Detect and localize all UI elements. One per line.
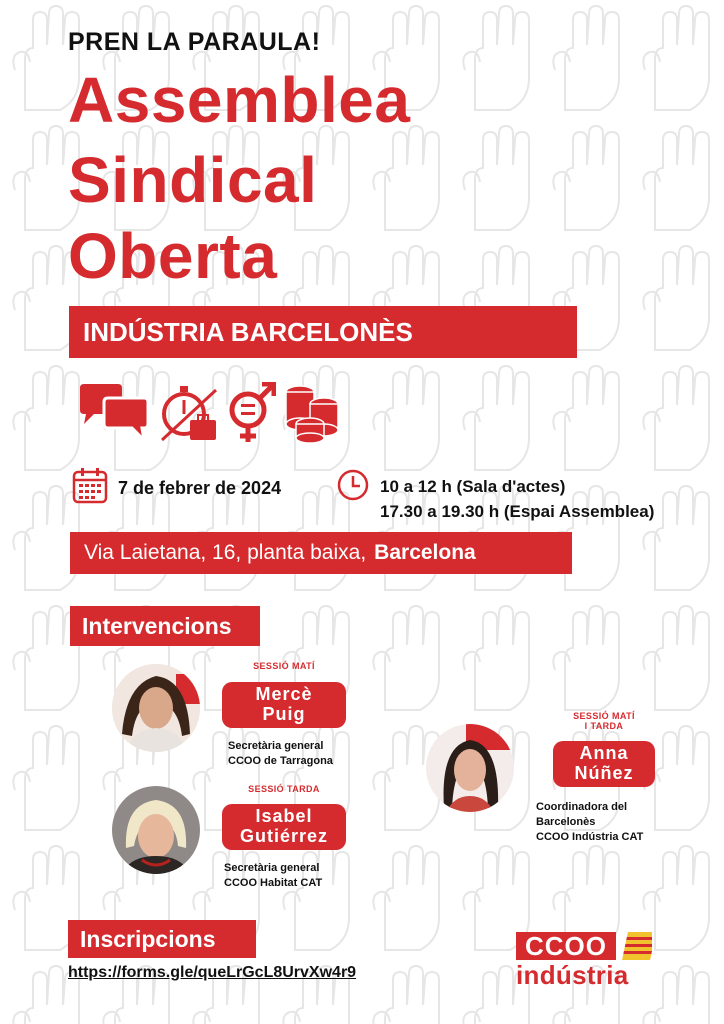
speaker-name-3-first: Anna (579, 743, 629, 763)
speaker-role-1-line1: Secretària general (228, 740, 324, 752)
speaker-name-2-last: Gutiérrez (239, 826, 329, 846)
registration-link[interactable]: https://forms.gle/queLrGcL8UrvXw4r9 (68, 964, 357, 981)
speaker-name-1-first: Mercè (255, 684, 313, 704)
session-label-1: SESSIÓ MATÍ (253, 661, 315, 671)
logo-industria-text: indústria (516, 960, 629, 990)
title-line-1: Assemblea (68, 64, 411, 136)
interventions-heading: Intervencions (70, 606, 260, 646)
speaker-role-2 (224, 861, 322, 891)
speaker-name-tag-1 (222, 682, 346, 728)
clock-icon (336, 468, 370, 502)
speaker-name-3-last: Núñez (574, 763, 634, 783)
speaker-role-3-line3: CCOO Indústria CAT (536, 831, 644, 843)
address-city: Barcelona (374, 541, 476, 564)
coins-stack-icon (284, 382, 340, 444)
session-label-2: SESSIÓ TARDA (248, 784, 320, 794)
ccoo-logo-text: CCOO (525, 931, 607, 961)
avatar-merce-puig (112, 664, 200, 752)
avatar-isabel-gutierrez (112, 786, 200, 874)
speaker-role-2-line2: CCOO Habitat CAT (224, 877, 323, 889)
pretitle: PREN LA PARAULA! (68, 28, 321, 56)
address-banner (70, 532, 572, 574)
speaker-role-3 (536, 800, 643, 845)
stopwatch-briefcase-icon (160, 382, 220, 444)
ccoo-logo-mark (516, 928, 652, 964)
speaker-role-3-line1: Coordinadora del (536, 801, 628, 813)
event-date: 7 de febrer de 2024 (118, 478, 282, 498)
speaker-name-2-first: Isabel (255, 806, 313, 826)
calendar-icon (72, 466, 108, 504)
sector-banner: INDÚSTRIA BARCELONÈS (69, 306, 577, 358)
session-label-3-line1: SESSIÓ MATÍ (573, 711, 635, 721)
speaker-role-3-line2: Barcelonès (536, 816, 596, 828)
session-label-3-line2: I TARDA (584, 721, 624, 731)
registration-heading: Inscripcions (68, 920, 256, 958)
address-street: Via Laietana, 16, planta baixa, (84, 541, 367, 564)
title-line-3: Oberta (68, 220, 278, 292)
speaker-name-tag-3 (553, 741, 655, 787)
speaker-role-2-line1: Secretària general (224, 862, 320, 874)
event-time-morning: 10 a 12 h (Sala d'actes) (380, 477, 566, 496)
avatar-anna-nunez (426, 724, 514, 812)
speaker-role-1-line2: CCOO de Tarragona (228, 755, 333, 767)
event-time-afternoon: 17.30 a 19.30 h (Espai Assemblea) (380, 502, 655, 521)
speaker-name-tag-2 (222, 804, 346, 850)
speaker-name-1-last: Puig (262, 704, 306, 724)
session-label-3 (553, 711, 655, 731)
speech-bubbles-icon (76, 382, 148, 444)
gender-equality-icon (226, 382, 276, 444)
speaker-role-1 (228, 739, 333, 769)
title-line-2: Sindical (68, 144, 318, 216)
